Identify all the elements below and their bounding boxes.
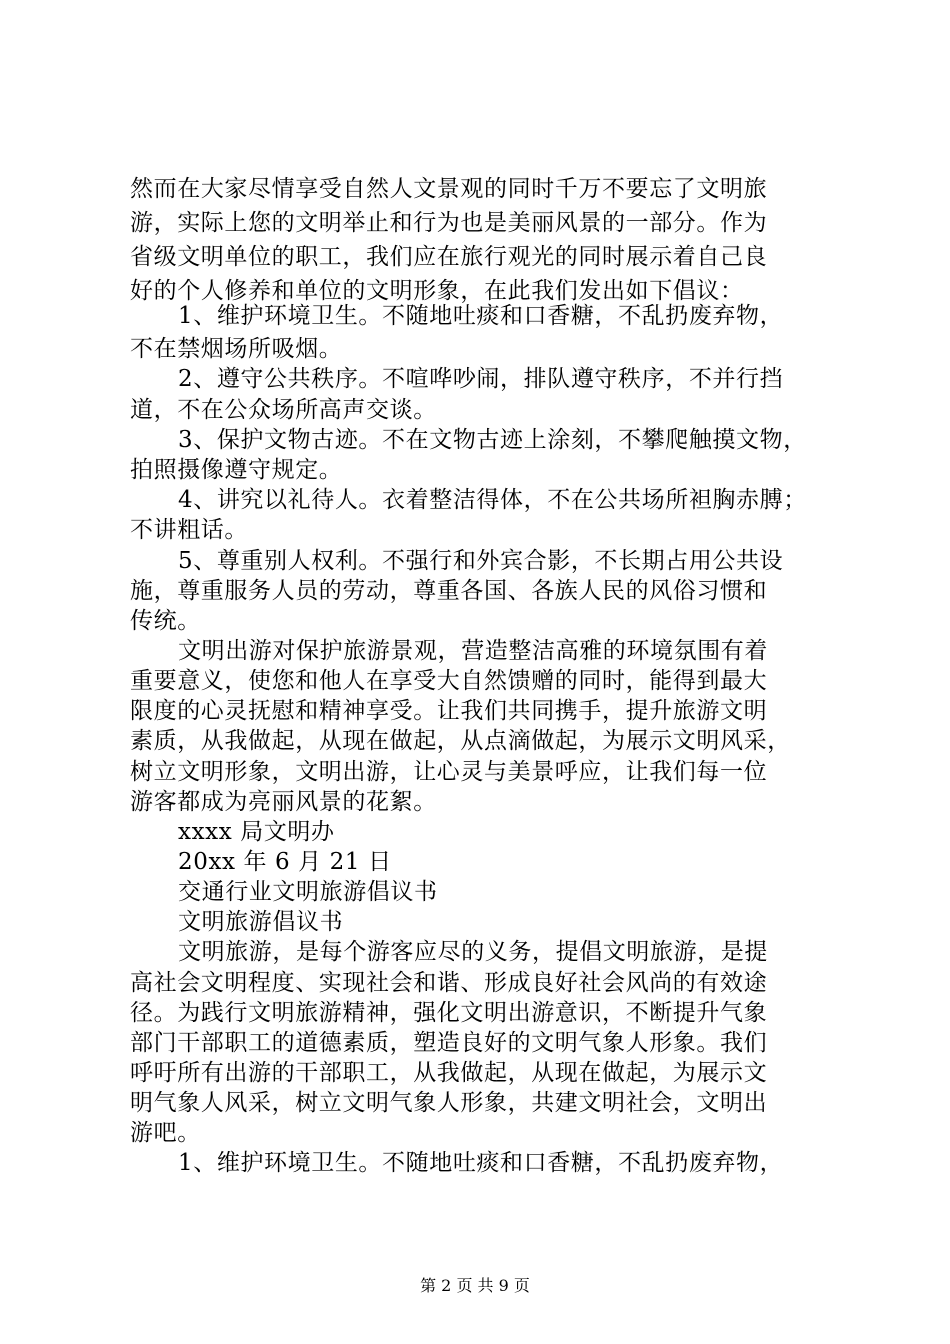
text-line: 文明出游对保护旅游景观，营造整洁高雅的环境氛围有着 [178, 638, 768, 664]
text-line: 不讲粗话。 [130, 517, 248, 543]
text-line: 树立文明形象，文明出游，让心灵与美景呼应，让我们每一位 [130, 759, 768, 785]
text-line: 施，尊重服务人员的劳动，尊重各国、各族人民的风俗习惯和 [130, 578, 768, 604]
text-line: 高社会文明程度、实现社会和谐、形成良好社会风尚的有效途 [130, 970, 768, 996]
text-line: 拍照摄像遵守规定。 [130, 457, 343, 483]
text-line: 呼吁所有出游的干部职工，从我做起，从现在做起，为展示文 [130, 1060, 768, 1086]
text-line: 然而在大家尽情享受自然人文景观的同时千万不要忘了文明旅 [130, 176, 768, 202]
text-line: 1、维护环境卫生。不随地吐痰和口香糖，不乱扔废弃物， [178, 1150, 784, 1176]
text-line: 2、遵守公共秩序。不喧哗吵闹，排队遵守秩序，不并行挡 [178, 366, 784, 392]
text-line: 限度的心灵抚慰和精神享受。让我们共同携手，提升旅游文明 [130, 698, 768, 724]
text-line: 道，不在公众场所高声交谈。 [130, 397, 437, 423]
text-line: 1、维护环境卫生。不随地吐痰和口香糖，不乱扔废弃物， [178, 303, 784, 329]
text-line: 游客都成为亮丽风景的花絮。 [130, 789, 437, 815]
text-line: 4、讲究以礼待人。衣着整洁得体，不在公共场所袒胸赤膊； [178, 487, 807, 513]
text-line: xxxx 局文明办 [178, 819, 335, 845]
text-line: 文明旅游，是每个游客应尽的义务，提倡文明旅游，是提 [178, 939, 768, 965]
text-line: 径。为践行文明旅游精神，强化文明出游意识，不断提升气象 [130, 1000, 768, 1026]
text-line: 游吧。 [130, 1120, 201, 1146]
text-line: 交通行业文明旅游倡议书 [178, 879, 438, 905]
text-line: 省级文明单位的职工，我们应在旅行观光的同时展示着自己良 [130, 244, 768, 270]
text-line: 3、保护文物古迹。不在文物古迹上涂刻，不攀爬触摸文物， [178, 427, 807, 453]
text-line: 部门干部职工的道德素质，塑造良好的文明气象人形象。我们 [130, 1030, 768, 1056]
text-line: 不在禁烟场所吸烟。 [130, 336, 343, 362]
page-number-label: 第 2 页 共 9 页 [420, 1276, 530, 1295]
text-line: 明气象人风采，树立文明气象人形象，共建文明社会，文明出 [130, 1090, 768, 1116]
text-line: 传统。 [130, 608, 201, 634]
text-line: 重要意义，使您和他人在享受大自然馈赠的同时，能得到最大 [130, 668, 768, 694]
text-line: 20xx 年 6 月 21 日 [178, 849, 392, 875]
text-line: 游，实际上您的文明举止和行为也是美丽风景的一部分。作为 [130, 210, 768, 236]
text-line: 5、尊重别人权利。不强行和外宾合影，不长期占用公共设 [178, 548, 784, 574]
text-line: 素质，从我做起，从现在做起，从点滴做起，为展示文明风采， [130, 728, 791, 754]
text-line: 文明旅游倡议书 [178, 909, 344, 935]
text-line: 好的个人修养和单位的文明形象，在此我们发出如下倡议： [130, 278, 744, 304]
page-footer [0, 1276, 950, 1296]
